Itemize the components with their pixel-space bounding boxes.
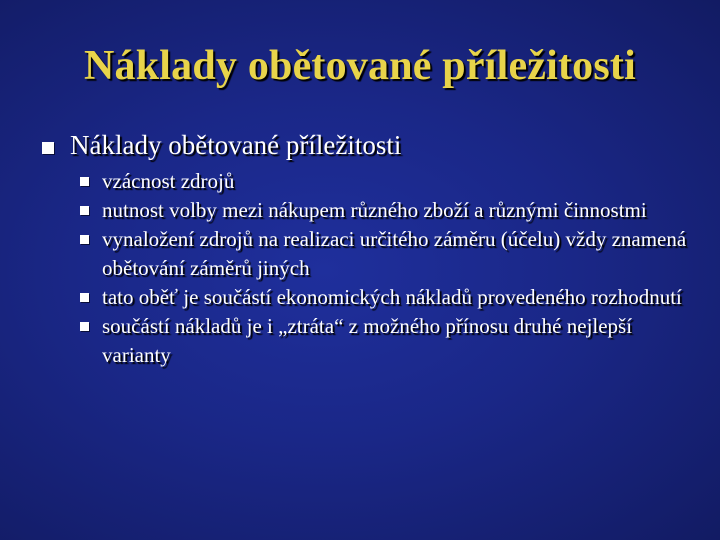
square-bullet-icon [42,142,54,154]
main-bullet [32,130,692,164]
sub-bullet-item [76,312,696,370]
sub-bullet-text: nutnost volby mezi nákupem různého zboží a různými činnostmi [102,198,647,222]
square-bullet-icon [80,235,89,244]
sub-bullet-text: součástí nákladů je i „ztráta“ z možného přínosu druhé nejlepší varianty [102,314,633,367]
square-bullet-icon [80,206,89,215]
sub-bullet-item [76,167,696,196]
sub-bullet-text: vynaložení zdrojů na realizaci určitého záměru (účelu) vždy znamená obětování záměrů jiných [102,227,687,280]
sub-bullet-item [76,283,696,312]
main-bullet-text: Náklady obětované příležitosti [70,130,402,160]
square-bullet-icon [80,177,89,186]
square-bullet-icon [80,293,89,302]
sub-bullet-text: tato oběť je součástí ekonomických nákladů provedeného rozhodnutí [102,285,682,309]
sub-bullet-item [76,225,696,283]
sub-bullet-item [76,196,696,225]
sub-bullet-text: vzácnost zdrojů [102,169,235,193]
slide-title: Náklady obětované příležitosti [84,43,636,89]
sub-bullet-list [76,167,696,370]
square-bullet-icon [80,322,89,331]
